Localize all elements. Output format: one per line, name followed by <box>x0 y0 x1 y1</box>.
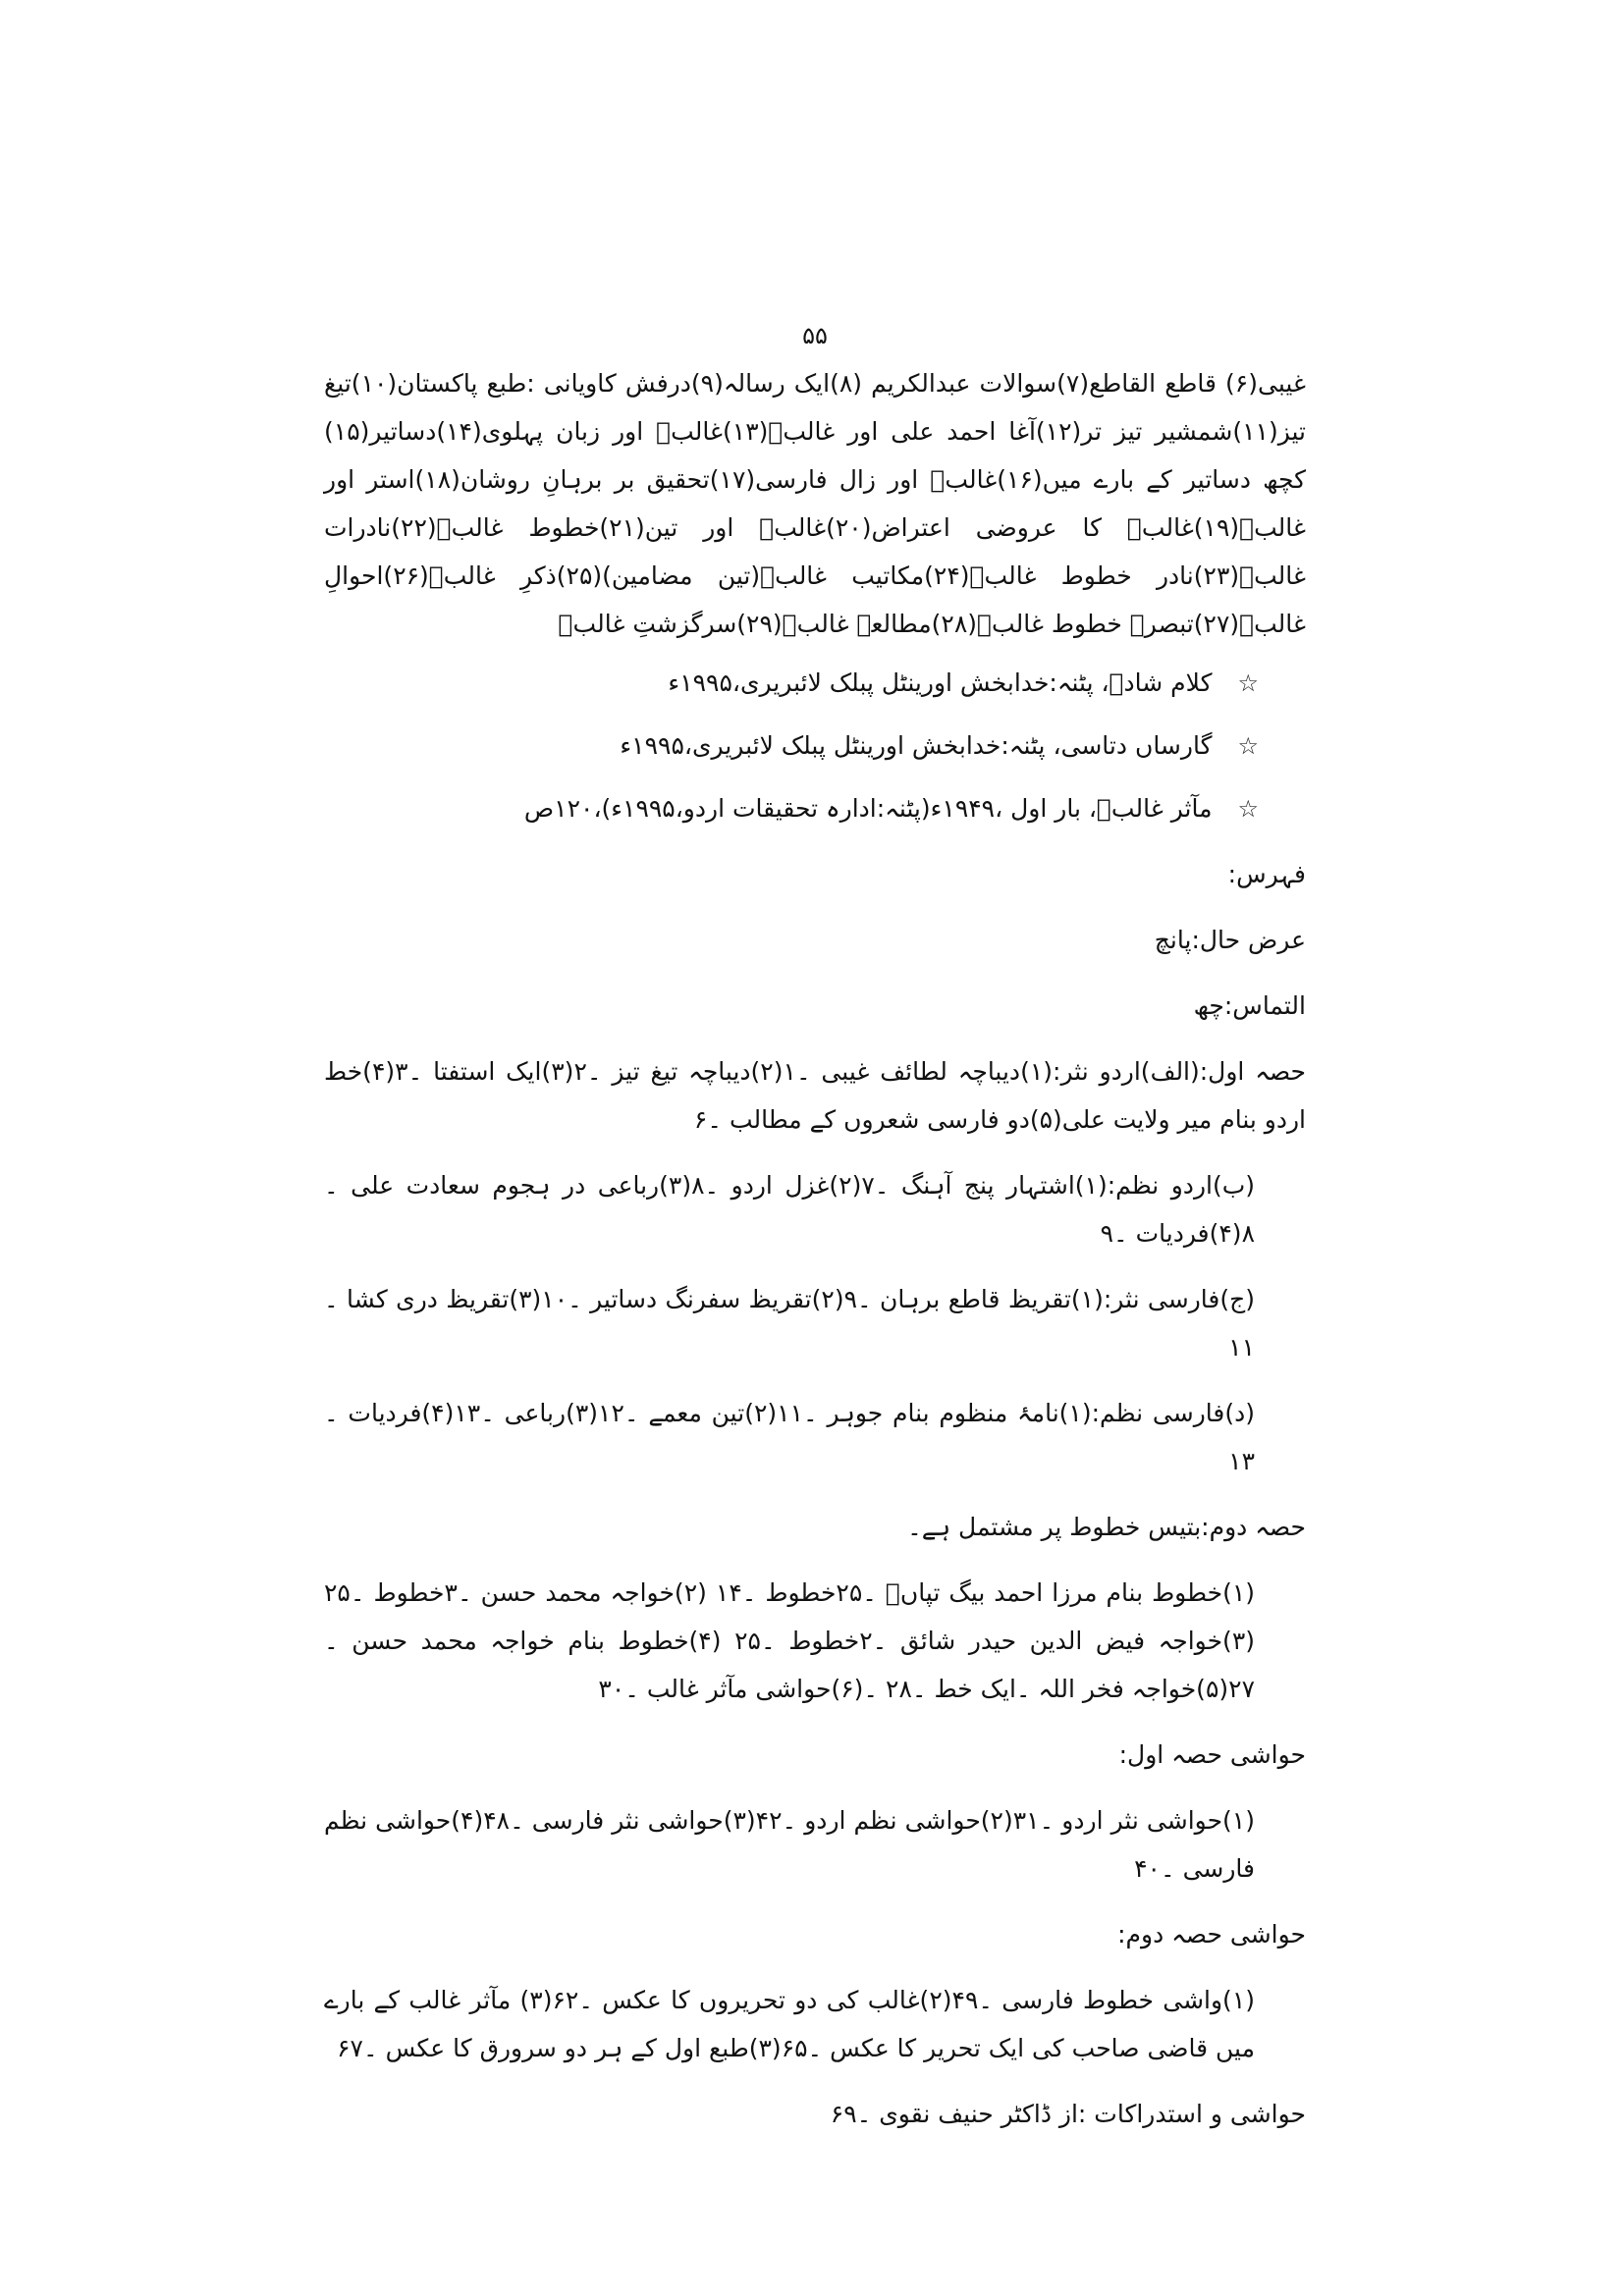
bullet-item <box>324 787 1306 830</box>
index-heading: فہرس: <box>1227 860 1306 888</box>
bullet-item <box>324 724 1306 768</box>
bullet-text: کلام شادؔ، پٹنہ:خدابخش اورینٹل پبلک لائبریری،۱۹۹۵ء <box>668 668 1213 697</box>
star-outline-icon: ☆ <box>1237 669 1259 697</box>
bullet-text: گارساں دتاسی، پٹنہ:خدابخش اورینٹل پبلک لائبریری،۱۹۹۵ء <box>620 731 1213 760</box>
star-outline-icon: ☆ <box>1237 795 1259 823</box>
iltimas: التماس:چھ <box>1193 991 1306 1020</box>
farsi-nasr: (ج)فارسی نثر:(۱)تقریظ قاطع برہان ۔۹(۲)تقریظ سفرنگ دساتیر ۔۱۰(۳)تقریظ دری کشا ۔۱۱ <box>324 1285 1255 1362</box>
notes-part-one: (۱)حواشی نثر اردو ۔۳۱(۲)حواشی نظم اردو ۔۴۲(۳)حواشی نثر فارسی ۔۴۸(۴)حواشی نظم فارسی ۔۴۰ <box>324 1806 1255 1883</box>
letters-list: (۱)خطوط بنام مرزا احمد بیگ تپاںؔ ۔۲۵خطوط ۔۱۴ (۲)خواجہ محمد حسن ۔۳خطوط ۔۲۵ (۳)خواجہ فیض الدین حیدر شائق ۔۲خطوط ۔۲۵ (۴)خطوط بنام خواجہ محمد حسن ۔۲۷(۵)خواجہ فخر اللہ ۔ایک خط ۔۲۸ ۔(۶)حواشی مآثر غالب ۔۳۰ <box>324 1578 1256 1703</box>
notes-part-one-heading: حواشی حصہ اول: <box>1118 1740 1306 1769</box>
star-outline-icon: ☆ <box>1237 732 1259 760</box>
arz-hal: عرض حال:پانچ <box>1154 926 1306 954</box>
bullet-text: مآثر غالبؔ، بار اول ،۱۹۴۹ء(پٹنہ:ادارہ تحقیقات اردو،۱۹۹۵ء)،۱۲۰ص <box>523 794 1213 823</box>
part-one: حصہ اول:(الف)اردو نثر:(۱)دیباچہ لطائف غیبی ۔۱(۲)دیباچہ تیغ تیز ۔۲(۳)ایک استفتا ۔۳(۴)خط اردو بنام میر ولایت علی(۵)دو فارسی شعروں کے مطالب ۔۶ <box>324 1057 1306 1134</box>
urdu-nazm: (ب)اردو نظم:(۱)اشتہار پنج آہنگ ۔۷(۲)غزل اردو ۔۸(۳)رباعی در ہجوم سعادت علی ۔۸(۴)فردیات ۔۹ <box>324 1171 1256 1248</box>
bibliography-paragraph: غیبی(۶) قاطع القاطع(۷)سوالات عبدالکریم (۸)ایک رسالہ(۹)درفش کاویانی :طبع پاکستان(۱۰)تیغ تیز(۱۱)شمشیر تیز تر(۱۲)آغا احمد علی اور غالبؔ(۱۳)غالبؔ اور زبان پہلوی(۱۴)دساتیر(۱۵) کچھ دساتیر کے بارے میں(۱۶)غالبؔ اور زال فارسی(۱۷)تحقیق بر برہانِ روشان(۱۸)استر اور غالبؔ(۱۹)غالبؔ کا عروضی اعتراض(۲۰)غالبؔ اور تین(۲۱)خطوط غالبؔ(۲۲)نادرات غالبؔ(۲۳)نادر خطوط غالبؔ(۲۴)مکاتیب غالبؔ(تین مضامین)(۲۵)ذکرِ غالبؔ(۲۶)احوالِ غالبؔ(۲۷)تبصرۂ خطوط غالبؔ(۲۸)مطالعۂ غالبؔ(۲۹)سرگزشتِ غالبؔ <box>324 369 1307 638</box>
farsi-nazm: (د)فارسی نظم:(۱)نامۂ منظوم بنام جوہر ۔۱۱(۲)تین معمے ۔۱۲(۳)رباعی ۔۱۳(۴)فردیات ۔۱۳ <box>324 1399 1255 1475</box>
notes-part-two: (۱)واشی خطوط فارسی ۔۴۹(۲)غالب کی دو تحریروں کا عکس ۔۶۲(۳) مآثر غالب کے بارے میں قاضی صاحب کی ایک تحریر کا عکس ۔۶۵(۳)طبع اول کے ہر دو سرورق کا عکس ۔۶۷ <box>324 1986 1256 2062</box>
bullet-item <box>324 662 1306 705</box>
page-content <box>324 316 1306 2138</box>
page-number: ۵۵ <box>802 322 828 349</box>
addenda-line: حواشی و استدراکات :از ڈاکٹر حنیف نقوی ۔۶۹ <box>830 2100 1306 2128</box>
part-two: حصہ دوم:بتیس خطوط پر مشتمل ہے۔ <box>907 1513 1306 1541</box>
notes-part-two-heading: حواشی حصہ دوم: <box>1117 1920 1306 1949</box>
